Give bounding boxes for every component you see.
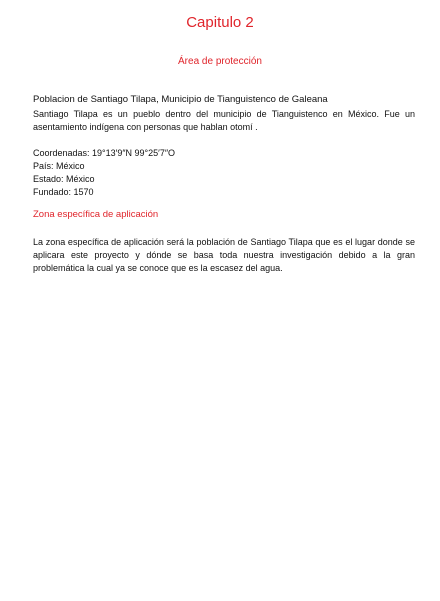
section-title: Área de protección [178, 56, 262, 67]
intro-paragraph: Santiago Tilapa es un pueblo dentro del municipio de Tianguistenco en México. Fue un asentamiento indígena con personas que hablan otomí . [33, 109, 415, 132]
coordinates-line: Coordenadas: 19°13′9″N 99°25′7″O [33, 148, 176, 158]
founded-line: Fundado: 1570 [33, 187, 94, 197]
subsection-title: Zona específica de aplicación [33, 209, 159, 220]
country-line: País: México [33, 161, 85, 171]
chapter-title: Capitulo 2 [186, 14, 254, 31]
facts-list [33, 147, 415, 199]
location-heading: Poblacion de Santiago Tilapa, Municipio de Tianguistenco de Galeana [33, 94, 328, 105]
state-line: Estado: México [33, 174, 95, 184]
application-paragraph: La zona específica de aplicación será la población de Santiago Tilapa que es el lugar donde se aplicara este proyecto y dónde se basa toda nuestra investigación debido a la gran problemática la cual ya se conoce que es la escasez del agua. [33, 237, 415, 273]
